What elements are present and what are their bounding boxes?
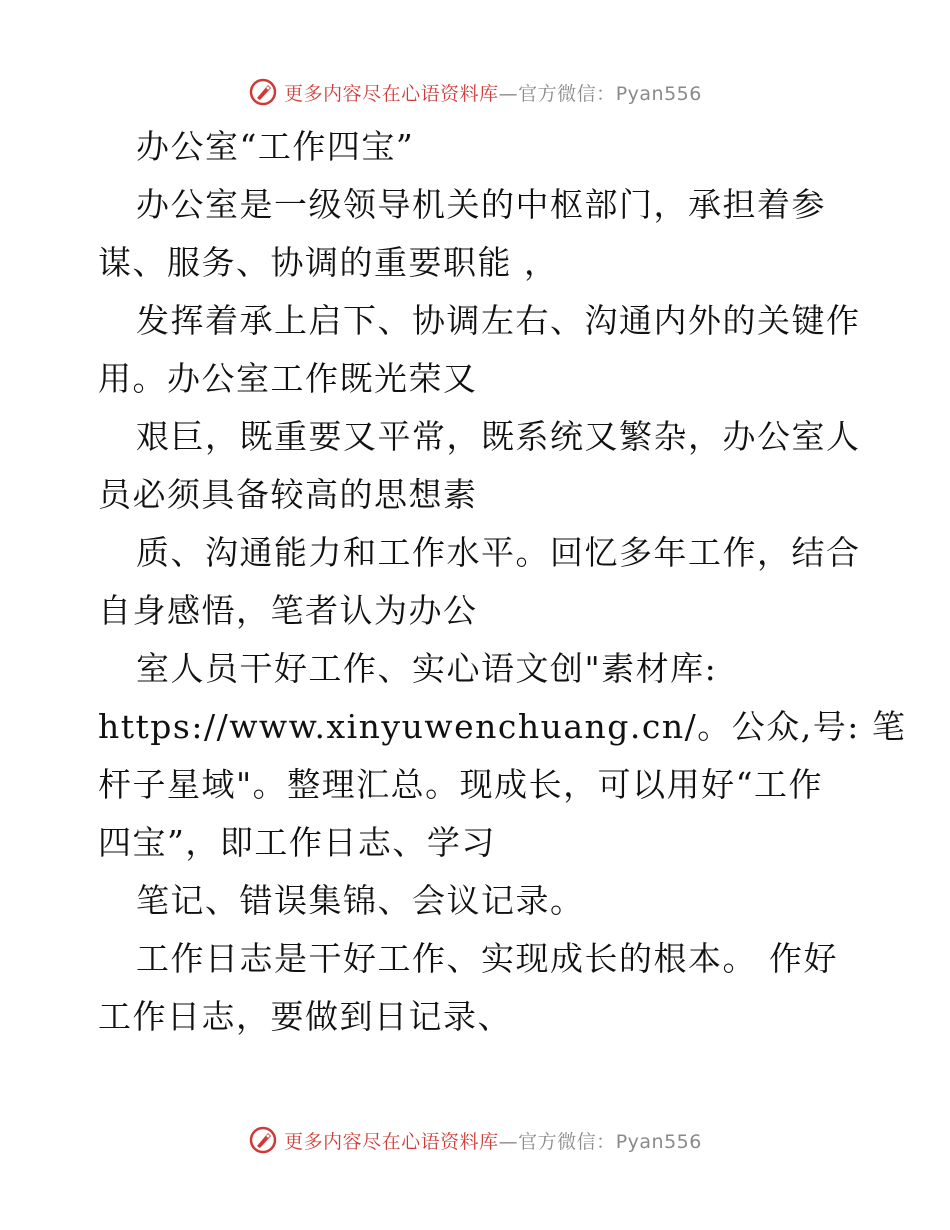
footer-watermark-text <box>284 1127 702 1154</box>
document-line: 谋、服务、协调的重要职能 ， <box>98 243 559 282</box>
document-line: 发挥着承上启下、协调左右、沟通内外的关键作 <box>136 301 861 340</box>
header-watermark-main: 更多内容尽在心语资料库 <box>284 82 499 105</box>
header-watermark-sep: —官方微信： <box>498 82 616 105</box>
header-watermark-id: Pyan556 <box>615 82 702 105</box>
document-line: 质、沟通能力和工作水平。回忆多年工作，结合 <box>136 533 861 572</box>
pen-nib-logo-icon <box>248 77 278 107</box>
document-line: 艰巨，既重要又平常，既系统又繁杂，办公室人 <box>136 417 861 456</box>
footer-watermark <box>0 1120 950 1160</box>
document-line: 自身感悟，笔者认为办公 <box>98 591 478 630</box>
document-line: 工作日志，要做到日记录、 <box>98 997 512 1036</box>
footer-watermark-main: 更多内容尽在心语资料库 <box>284 1130 499 1153</box>
document-line: 办公室是一级领导机关的中枢部门，承担着参 <box>136 185 826 224</box>
document-line: 杆子星域"。整理汇总。现成长，可以用好“工作 <box>98 765 824 804</box>
document-line: 员必须具备较高的思想素 <box>98 475 478 514</box>
pen-nib-logo-icon <box>248 1125 278 1155</box>
document-line: 用。办公室工作既光荣又 <box>98 359 478 398</box>
footer-watermark-id: Pyan556 <box>615 1130 702 1153</box>
document-line: 笔记、错误集锦、会议记录。 <box>136 881 585 920</box>
document-line: 办公室“工作四宝” <box>136 127 415 166</box>
document-line: https://www.xinyuwenchuang.cn/。公众,号: 笔 <box>98 707 907 746</box>
document-line: 工作日志是干好工作、实现成长的根本。 作好 <box>136 939 838 978</box>
document-line: 室人员干好工作、实心语文创"素材库: <box>136 649 718 688</box>
document-body <box>98 118 907 1046</box>
header-watermark-text <box>284 79 702 106</box>
footer-watermark-sep: —官方微信： <box>498 1130 616 1153</box>
document-line: 四宝”，即工作日志、学习 <box>98 823 496 862</box>
header-watermark <box>0 72 950 112</box>
